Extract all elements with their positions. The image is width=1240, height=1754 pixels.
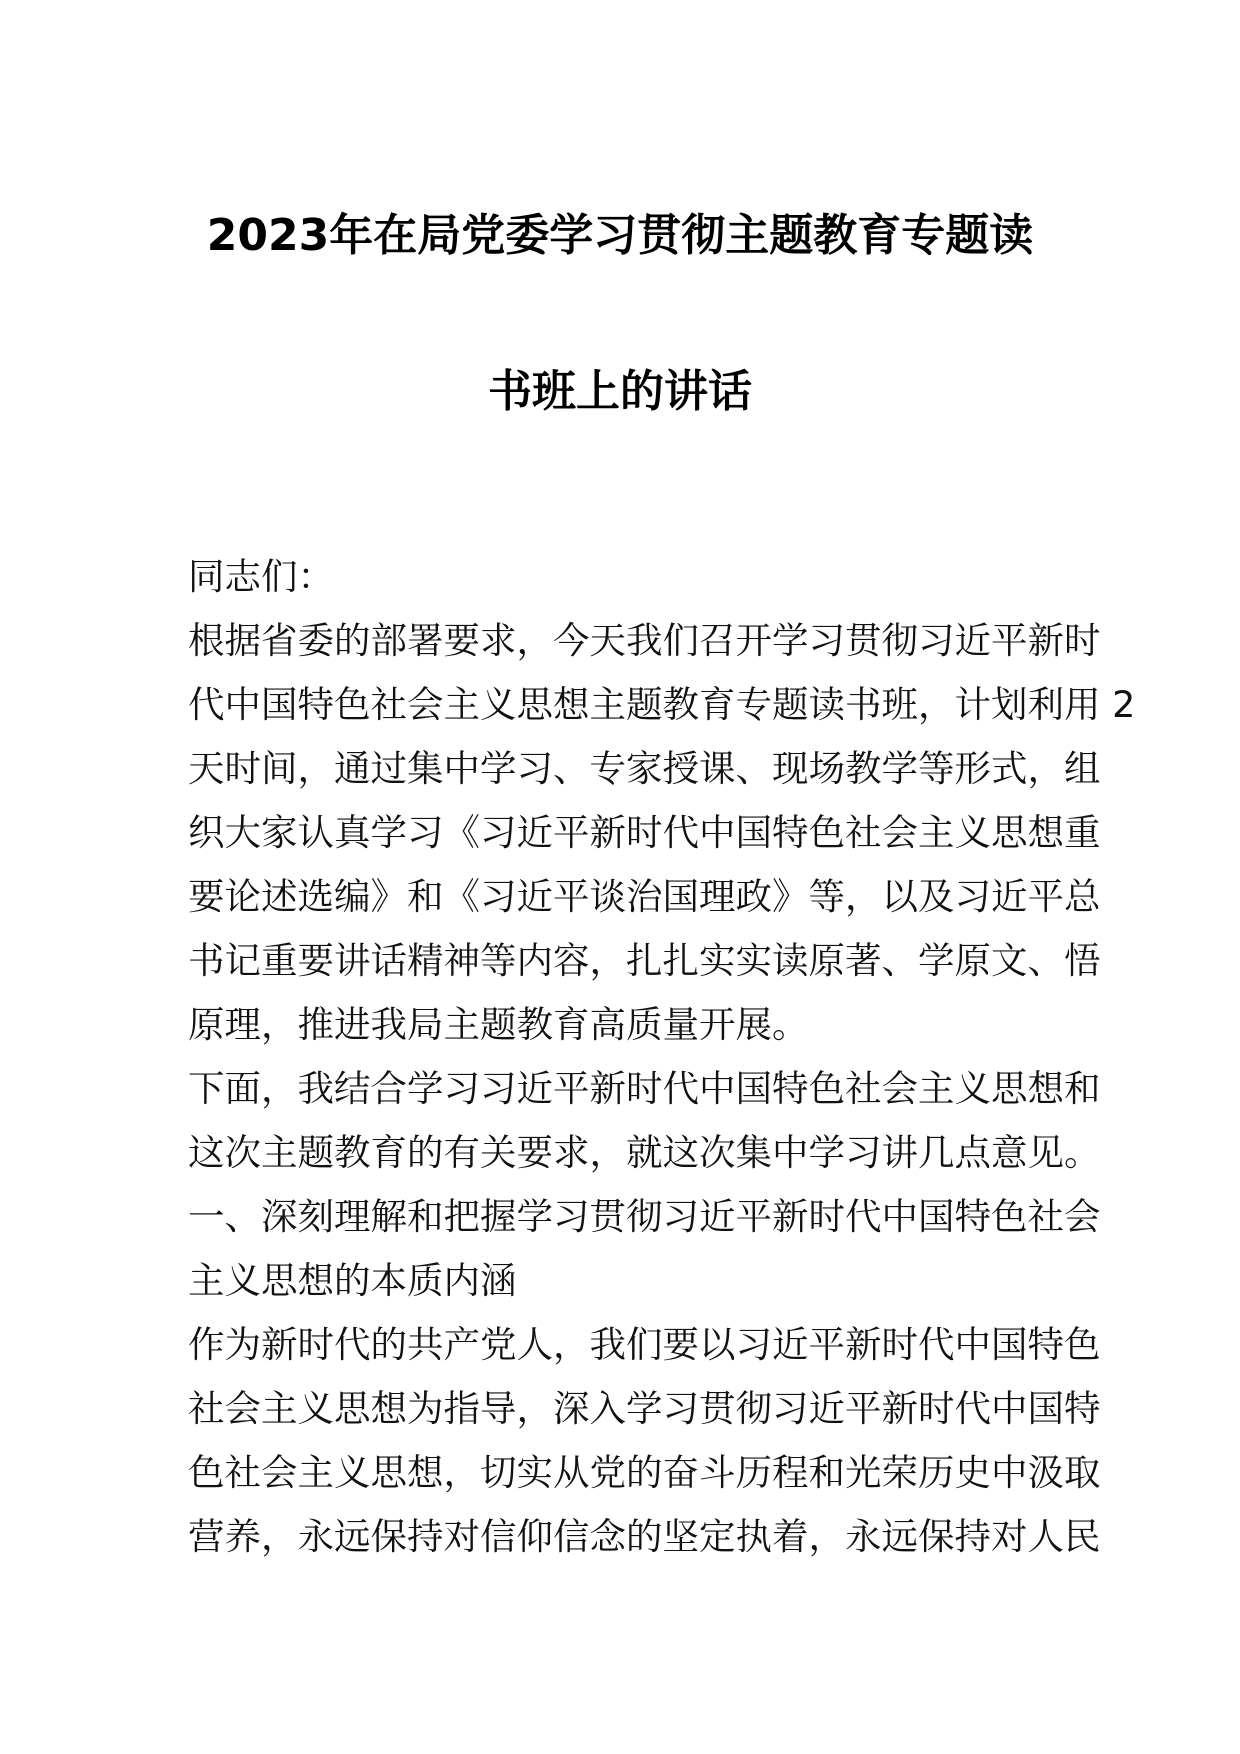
body-line: 要论述选编》和《习近平谈治国理政》等，以及习近平总: [188, 875, 1101, 918]
body-line: 社会主义思想为指导，深入学习贯彻习近平新时代中国特: [188, 1387, 1101, 1430]
body-line: 原理，推进我局主题教育高质量开展。: [188, 1003, 809, 1046]
salutation: 同志们：: [188, 555, 334, 598]
section-heading-line: 一、深刻理解和把握学习贯彻习近平新时代中国特色社会: [188, 1195, 1101, 1238]
body-line: 书记重要讲话精神等内容，扎扎实实读原著、学原文、悟: [188, 939, 1101, 982]
body-line: 天时间，通过集中学习、专家授课、现场教学等形式，组: [188, 747, 1101, 790]
body-line: 营养，永远保持对信仰信念的坚定执着，永远保持对人民: [188, 1515, 1101, 1558]
body-line: 作为新时代的共产党人，我们要以习近平新时代中国特色: [188, 1323, 1101, 1366]
body-line: 色社会主义思想，切实从党的奋斗历程和光荣历史中汲取: [188, 1451, 1101, 1494]
body-line: 下面，我结合学习习近平新时代中国特色社会主义思想和: [188, 1067, 1101, 1110]
body-line: 根据省委的部署要求，今天我们召开学习贯彻习近平新时: [188, 619, 1101, 662]
document-body: [188, 545, 1136, 1569]
document-title-line-2: 书班上的讲话: [488, 366, 752, 417]
body-line: 织大家认真学习《习近平新时代中国特色社会主义思想重: [188, 811, 1101, 854]
document-title-line-1: 2023年在局党委学习贯彻主题教育专题读: [206, 210, 1034, 261]
section-heading-line: 主义思想的本质内涵: [188, 1259, 517, 1302]
body-line: 代中国特色社会主义思想主题教育专题读书班，计划利用 2: [188, 683, 1136, 726]
body-line: 这次主题教育的有关要求，就这次集中学习讲几点意见。: [188, 1131, 1101, 1174]
